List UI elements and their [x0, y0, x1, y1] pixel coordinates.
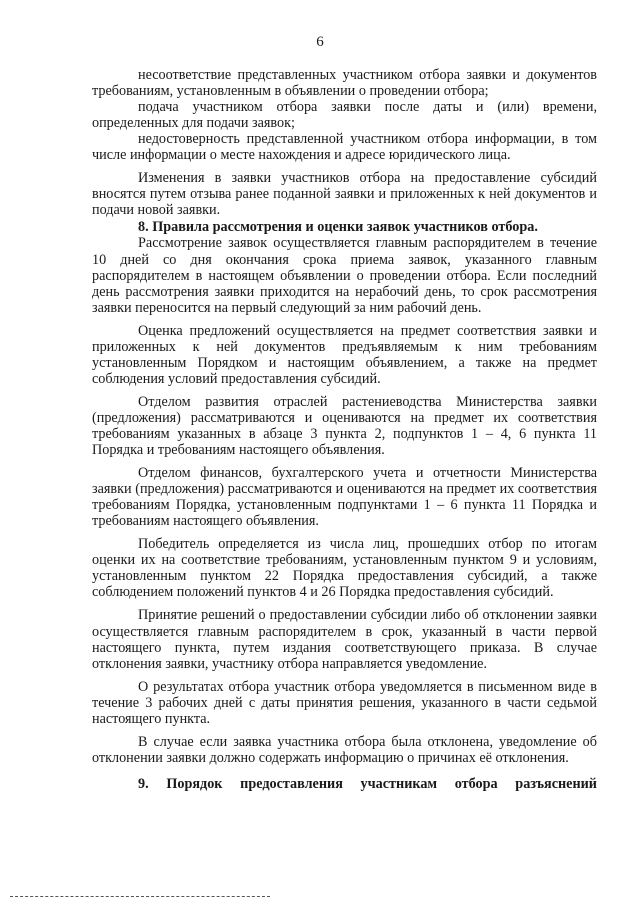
section-8-heading: 8. Правила рассмотрения и оценки заявок участников отбора.: [138, 219, 538, 236]
paragraph: Отделом развития отраслей растениеводства Министерства заявки (предложения) рассматриваются и оцениваются на предмет их соответствия требованиям указанных в абзаце 3 пункта 2, подпунктов 1 – 4, 6 пункта 11 Порядка и требованиям настоящего объявления.: [92, 393, 597, 459]
paragraph: Победитель определяется из числа лиц, прошедших отбор по итогам оценки их на соответствие требованиям, установленным пунктом 9 и условиям, установленным пунктом 22 Порядка предоставления субсидий, а также соблюдением положений пунктов 4 и 26 Порядка предоставления субсидий.: [92, 536, 597, 601]
page-number: 6: [316, 34, 324, 50]
document-body: [92, 67, 597, 806]
paragraph: Отделом финансов, бухгалтерского учета и отчетности Министерства заявки (предложения) рассматриваются и оцениваются на предмет их соответствия требованиям Порядка, установленным подпунктами 1 – 6 пункта 11 Порядка и требованиям настоящего объявления.: [92, 465, 597, 530]
paragraph: Принятие решений о предоставлении субсидии либо об отклонении заявки осуществляется главным распорядителем в срок, указанный в части первой настоящего пункта, путем издания соответствующего приказа. В случае отклонения заявки, участнику отбора направляется уведомление.: [92, 607, 597, 672]
paragraph: Рассмотрение заявок осуществляется главным распорядителем в течение 10 дней со дня окончания срока приема заявок, указанного главным распорядителем в настоящем объявлении о проведении отбора. Если последний день рассмотрения заявки приходится на нерабочий день, то срок рассмотрения заявки переносится на первый следующий за ним рабочий день.: [92, 235, 597, 316]
paragraph: О результатах отбора участник отбора уведомляется в письменном виде в течение 3 рабочих дней с даты принятия решения, указанного в части седьмой настоящего пункта.: [92, 678, 597, 727]
paragraph: Оценка предложений осуществляется на предмет соответствия заявки и приложенных к ней документов предъявляемым к ним требованиям установленным Порядком и настоящим объявлением, а также на предмет соблюдения условий предоставления субсидий.: [92, 322, 597, 387]
paragraph: В случае если заявка участника отбора была отклонена, уведомление об отклонении заявки должно содержать информацию о причинах её отклонения.: [92, 733, 597, 766]
footer-divider: [10, 896, 270, 897]
paragraph: подача участником отбора заявки после даты и (или) времени, определенных для подачи заявок;: [92, 99, 597, 132]
paragraph: недостоверность представленной участником отбора информации, в том числе информации о месте нахождения и адресе юридического лица.: [92, 131, 597, 164]
paragraph: Изменения в заявки участников отбора на предоставление субсидий вносятся путем отзыва ранее поданной заявки и приложенных к ней документов и подачи новой заявки.: [92, 170, 597, 219]
section-9-heading: 9. Порядок предоставления участникам отбора разъяснений: [138, 775, 597, 792]
paragraph: несоответствие представленных участником отбора заявки и документов требованиям, установленным в объявлении о проведении отбора;: [92, 67, 597, 100]
